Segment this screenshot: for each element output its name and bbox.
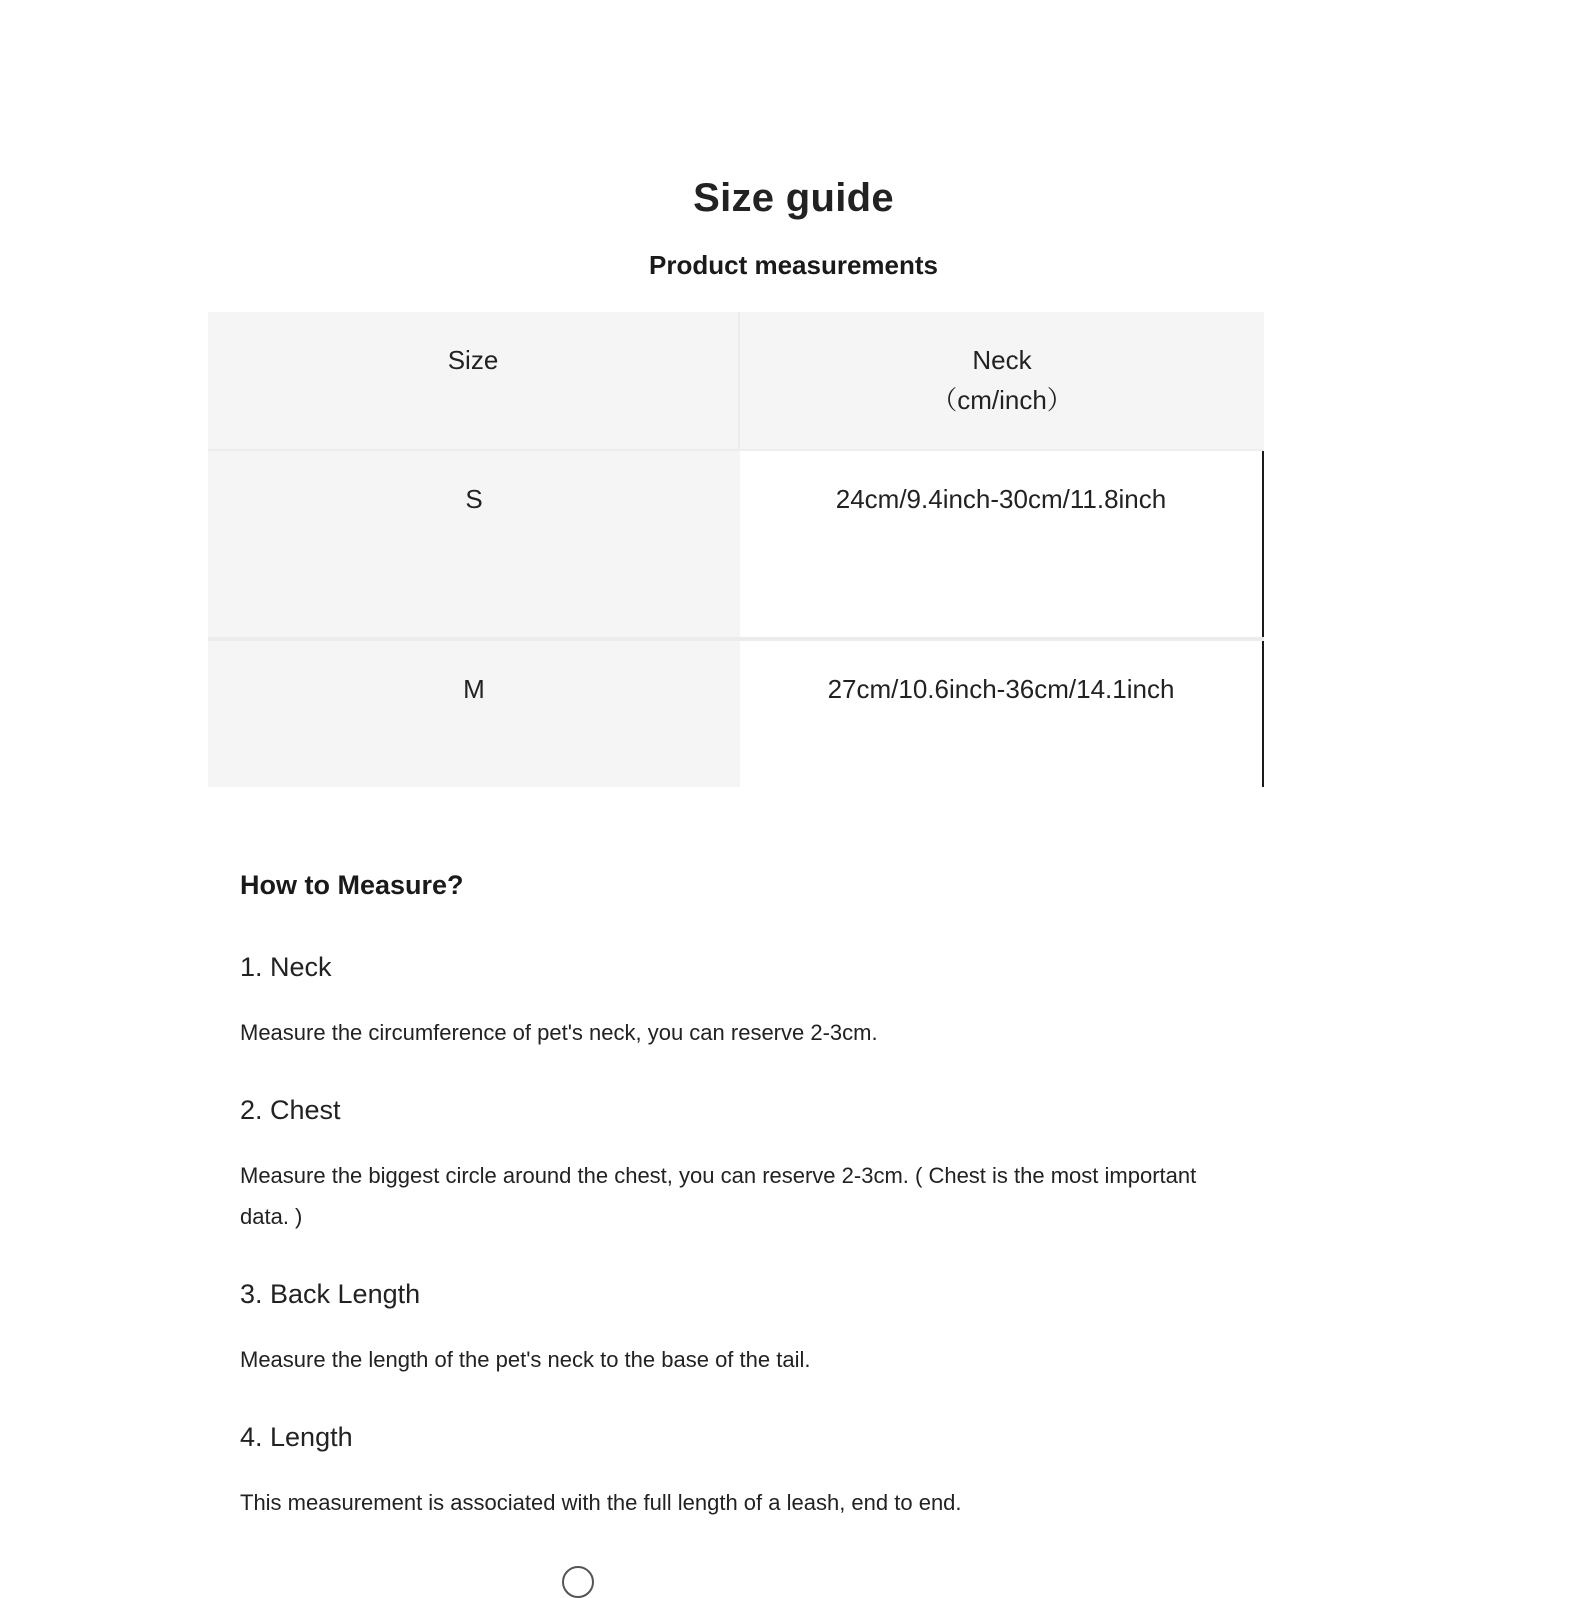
how-to-measure-heading: How to Measure? [240,870,464,900]
page-subtitle: Product measurements [649,250,938,280]
measure-item-title: 4. Length [240,1422,353,1452]
header-size-label: Size [447,345,499,375]
header-neck-unit: （cm/inch） [931,385,1073,415]
circle-icon [562,1566,594,1598]
measure-item-title: 1. Neck [240,952,332,982]
neck-cell [740,451,1264,637]
neck-cell [740,641,1264,787]
neck-value: 24cm/9.4inch-30cm/11.8inch [835,484,1167,514]
header-size [208,312,740,449]
measure-item-text: This measurement is associated with the full length of a leash, end to end. [240,1490,962,1515]
table-row [208,451,1264,641]
table-row [208,641,1264,787]
size-value: M [463,674,485,704]
size-cell [208,451,740,637]
neck-value: 27cm/10.6inch-36cm/14.1inch [827,674,1175,704]
header-neck-label: Neck [972,345,1032,375]
measure-item-title: 3. Back Length [240,1279,421,1309]
size-value: S [465,484,483,514]
size-table [208,312,1264,787]
measure-item-text: Measure the circumference of pet's neck, you can reserve 2-3cm. [240,1020,878,1045]
page-title: Size guide [693,176,894,220]
measure-item-text: Measure the length of the pet's neck to the base of the tail. [240,1347,811,1372]
measure-item-text: Measure the biggest circle around the chest, you can reserve 2-3cm. ( Chest is the most important data. ) [240,1163,1197,1229]
size-cell [208,641,740,787]
table-header-row [208,312,1264,451]
measure-item-title: 2. Chest [240,1095,341,1125]
header-neck [740,312,1264,449]
